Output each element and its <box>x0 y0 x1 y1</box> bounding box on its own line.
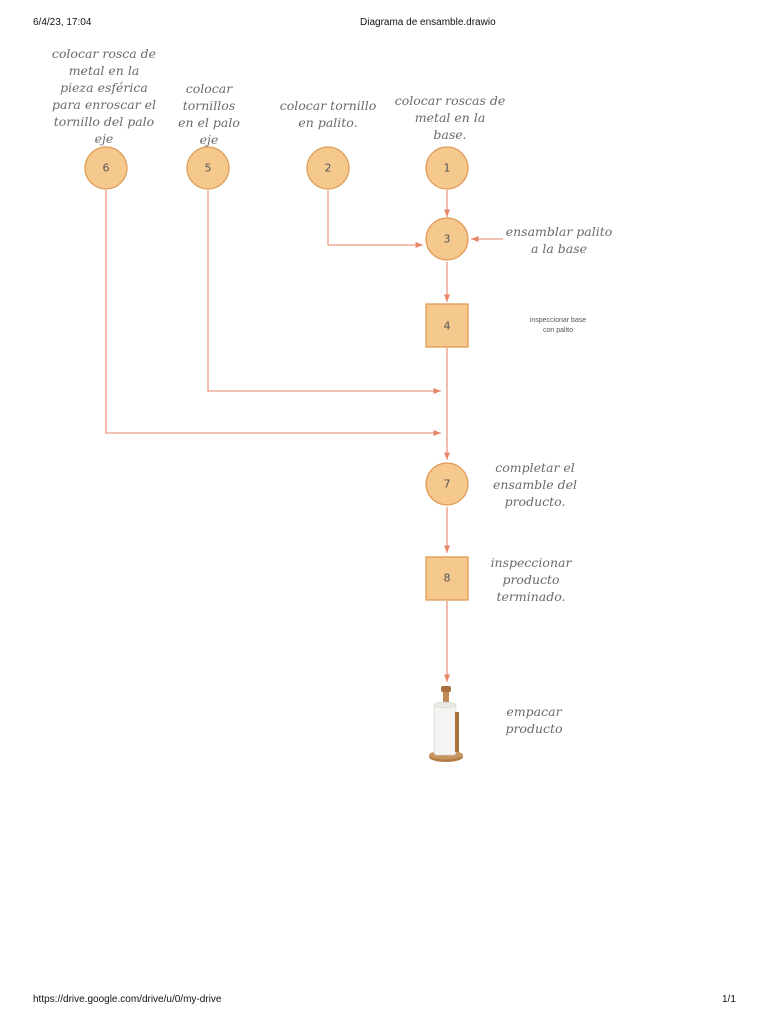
node-3-number: 3 <box>443 232 451 246</box>
edge-2-to-3 <box>328 190 423 245</box>
node-6-label: colocar rosca de metal en la pieza esférica para enroscar el tornillo del palo eje <box>51 46 157 146</box>
node-7 <box>426 463 468 505</box>
node-5-number: 5 <box>204 161 212 175</box>
node-8-label: inspeccionar producto terminado. <box>490 555 572 604</box>
node-6 <box>85 147 127 189</box>
print-datetime: 6/4/23, 17:04 <box>33 17 92 28</box>
node-5 <box>187 147 229 189</box>
node-7-number: 7 <box>443 477 451 491</box>
node-2-label: colocar tornillo en palito. <box>279 98 377 130</box>
node-1-label: colocar roscas de metal en la base. <box>394 93 506 142</box>
node-8-number: 8 <box>443 571 451 585</box>
paper-towel-holder-icon <box>429 686 463 762</box>
print-page-number: 1/1 <box>722 994 736 1005</box>
edge-6-to-main <box>106 190 441 433</box>
node-2-number: 2 <box>324 161 332 175</box>
node-3 <box>426 218 468 260</box>
node-3-label: ensamblar palito a la base <box>505 224 613 256</box>
print-url: https://drive.google.com/drive/u/0/my-drive <box>33 994 222 1005</box>
node-5-label: colocar tornillos en el palo eje <box>178 81 240 147</box>
node-4 <box>426 304 468 347</box>
node-2 <box>307 147 349 189</box>
print-title: Diagrama de ensamble.drawio <box>360 17 496 28</box>
edges <box>106 190 503 682</box>
node-1 <box>426 147 468 189</box>
final-label: empacar producto <box>505 704 563 736</box>
node-8 <box>426 557 468 600</box>
node-6-number: 6 <box>102 161 110 175</box>
node-4-number: 4 <box>443 319 451 333</box>
node-7-label: completar el ensamble del producto. <box>493 460 577 509</box>
node-4-label: inspeccionar base con palito <box>529 317 587 334</box>
edge-5-to-main <box>208 190 441 391</box>
node-1-number: 1 <box>443 161 451 175</box>
